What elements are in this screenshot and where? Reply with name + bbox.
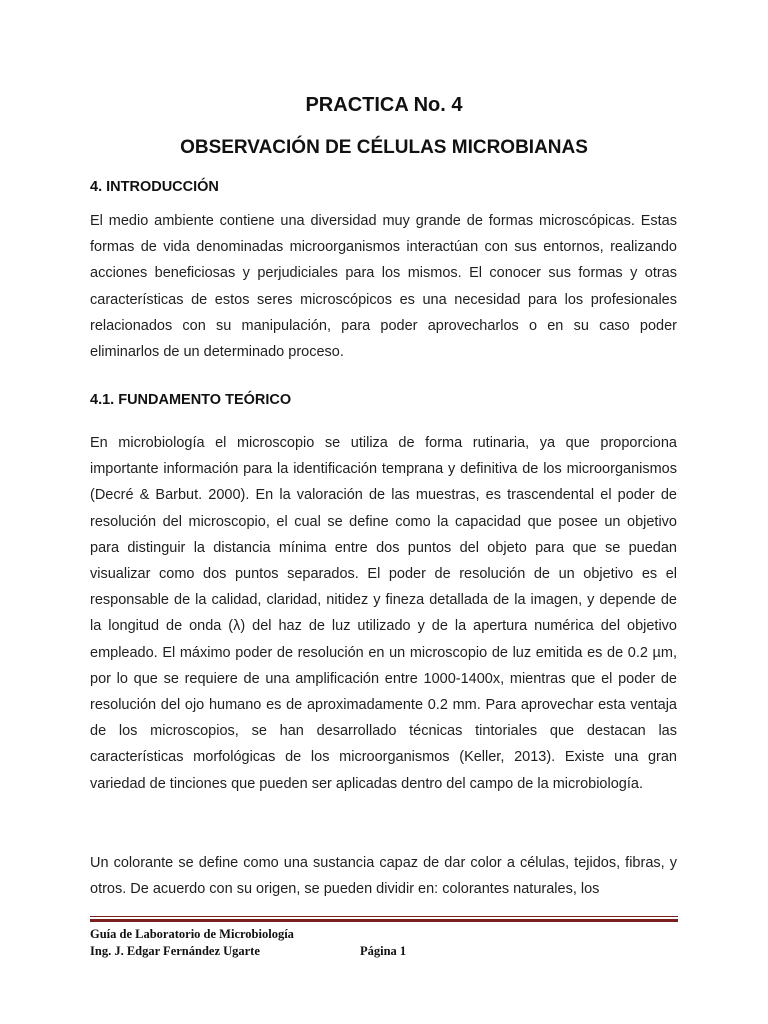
section-heading-fundamento: 4.1. FUNDAMENTO TEÓRICO bbox=[90, 392, 292, 408]
footer-divider-thin bbox=[90, 916, 678, 917]
paragraph-colorante: Un colorante se define como una sustancia capaz de dar color a células, tejidos, fibras, y otros. De acuerdo con su origen, se pueden dividir en: colorantes naturales, los bbox=[90, 855, 677, 898]
page-subtitle: OBSERVACIÓN DE CÉLULAS MICROBIANAS bbox=[180, 137, 588, 158]
footer-divider-thick bbox=[90, 919, 678, 922]
footer-page-number: Página 1 bbox=[360, 944, 407, 958]
page-title: PRACTICA No. 4 bbox=[305, 94, 463, 116]
paragraph-introduccion: El medio ambiente contiene una diversidad muy grande de formas microscópicas. Estas formas de vida denominadas microorganismos interactúan con sus entornos, realizando acciones beneficiosas y perjudiciales para los mismos. El conocer sus formas y otras características de estos seres microscópicos es una necesidad para los profesionales relacionados con su manipulación, para poder aprovecharlos o en su caso poder eliminarlos de un determinado proceso. bbox=[90, 213, 677, 361]
footer-author: Ing. J. Edgar Fernández Ugarte bbox=[90, 944, 260, 958]
footer-guide-title: Guía de Laboratorio de Microbiología bbox=[90, 927, 294, 941]
paragraph-fundamento: En microbiología el microscopio se utiliza de forma rutinaria, ya que proporciona importante información para la identificación temprana y definitiva de los microorganismos (Decré & Barbut. 2000). En la valoración de las muestras, es trascendental el poder de resolución del microscopio, el cual se define como la capacidad que posee un objetivo para distinguir la distancia mínima entre dos puntos del objeto para que se puedan visualizar como dos puntos separados. El poder de resolución de un objetivo es el responsable de la calidad, claridad, nitidez y fineza detallada de la imagen, y depende de la longitud de onda (λ) del haz de luz utilizado y de la apertura numérica del objetivo empleado. El máximo poder de resolución en un microscopio de luz emitida es de 0.2 µm, por lo que se requiere de una amplificación entre 1000-1400x, mientras que el poder de resolución del ojo humano es de aproximadamente 0.2 mm. Para aprovechar esta ventaja de los microscopios, se han desarrollado técnicas tintoriales que destacan las características morfológicas de los microorganismos (Keller, 2013). Existe una gran variedad de tinciones que pueden ser aplicadas dentro del campo de la microbiología. bbox=[90, 435, 677, 792]
section-heading-introduccion: 4. INTRODUCCIÓN bbox=[90, 179, 219, 195]
